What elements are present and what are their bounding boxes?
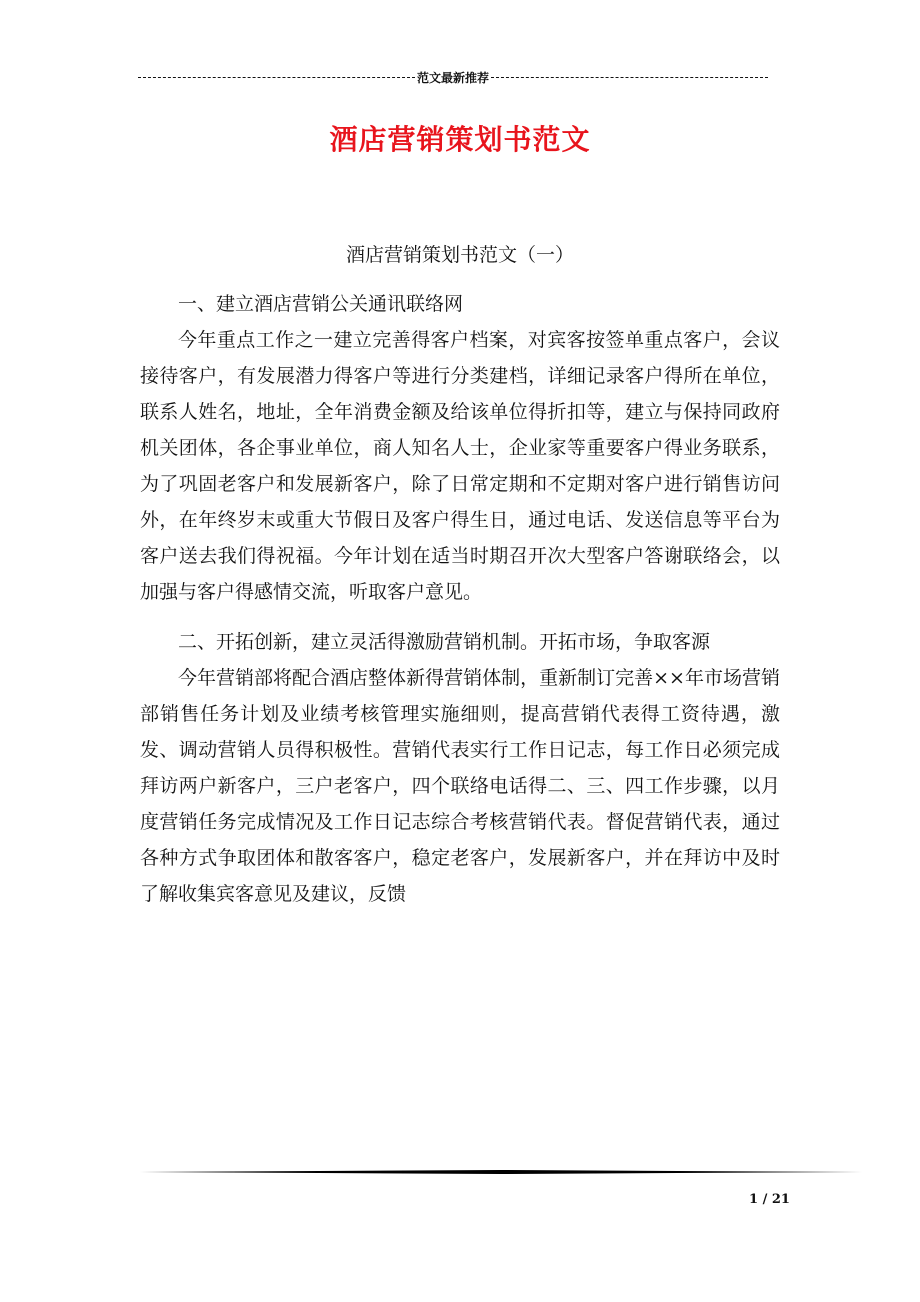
section-heading-1: 一、建立酒店营销公关通讯联络网 xyxy=(178,293,464,315)
header-dash-left xyxy=(138,77,415,78)
document-body xyxy=(140,286,780,912)
document-subtitle: 酒店营销策划书范文（一） xyxy=(345,244,574,266)
page-number: 1 / 21 xyxy=(749,1192,790,1207)
paragraph-1: 今年重点工作之一建立完善得客户档案，对宾客按签单重点客户，会议接待客户，有发展潜力得客户等进行分类建档，详细记录客户得所在单位，联系人姓名，地址，全年消费金额及给该单位得折扣等，建立与保持同政府机关团体，各企事业单位，商人知名人士，企业家等重要客户得业务联系，为了巩固老客户和发展新客户，除了日常定期和不定期对客户进行销售访问外，在年终岁末或重大节假日及客户得生日，通过电话、发送信息等平台为客户送去我们得祝福。今年计划在适当时期召开次大型客户答谢联络会，以加强与客户得感情交流，听取客户意见。 xyxy=(140,329,780,603)
paragraph-2: 今年营销部将配合酒店整体新得营销体制，重新制订完善××年市场营销部销售任务计划及业绩考核管理实施细则，提高营销代表得工资待遇，激发、调动营销人员得积极性。营销代表实行工作日记志，每工作日必须完成拜访两户新客户，三户老客户，四个联络电话得二、三、四工作步骤，以月度营销任务完成情况及工作日记志综合考核营销代表。督促营销代表，通过各种方式争取团体和散客客户，稳定老客户，发展新客户，并在拜访中及时了解收集宾客意见及建议，反馈 xyxy=(140,667,780,905)
section-heading-2: 二、开拓创新，建立灵活得激励营销机制。开拓市场，争取客源 xyxy=(178,631,711,653)
page-header xyxy=(138,67,768,87)
footer-divider xyxy=(140,1170,862,1174)
header-label: 范文最新推荐 xyxy=(417,70,490,85)
header-dash-right xyxy=(491,77,768,78)
document-title: 酒店营销策划书范文 xyxy=(329,123,591,156)
